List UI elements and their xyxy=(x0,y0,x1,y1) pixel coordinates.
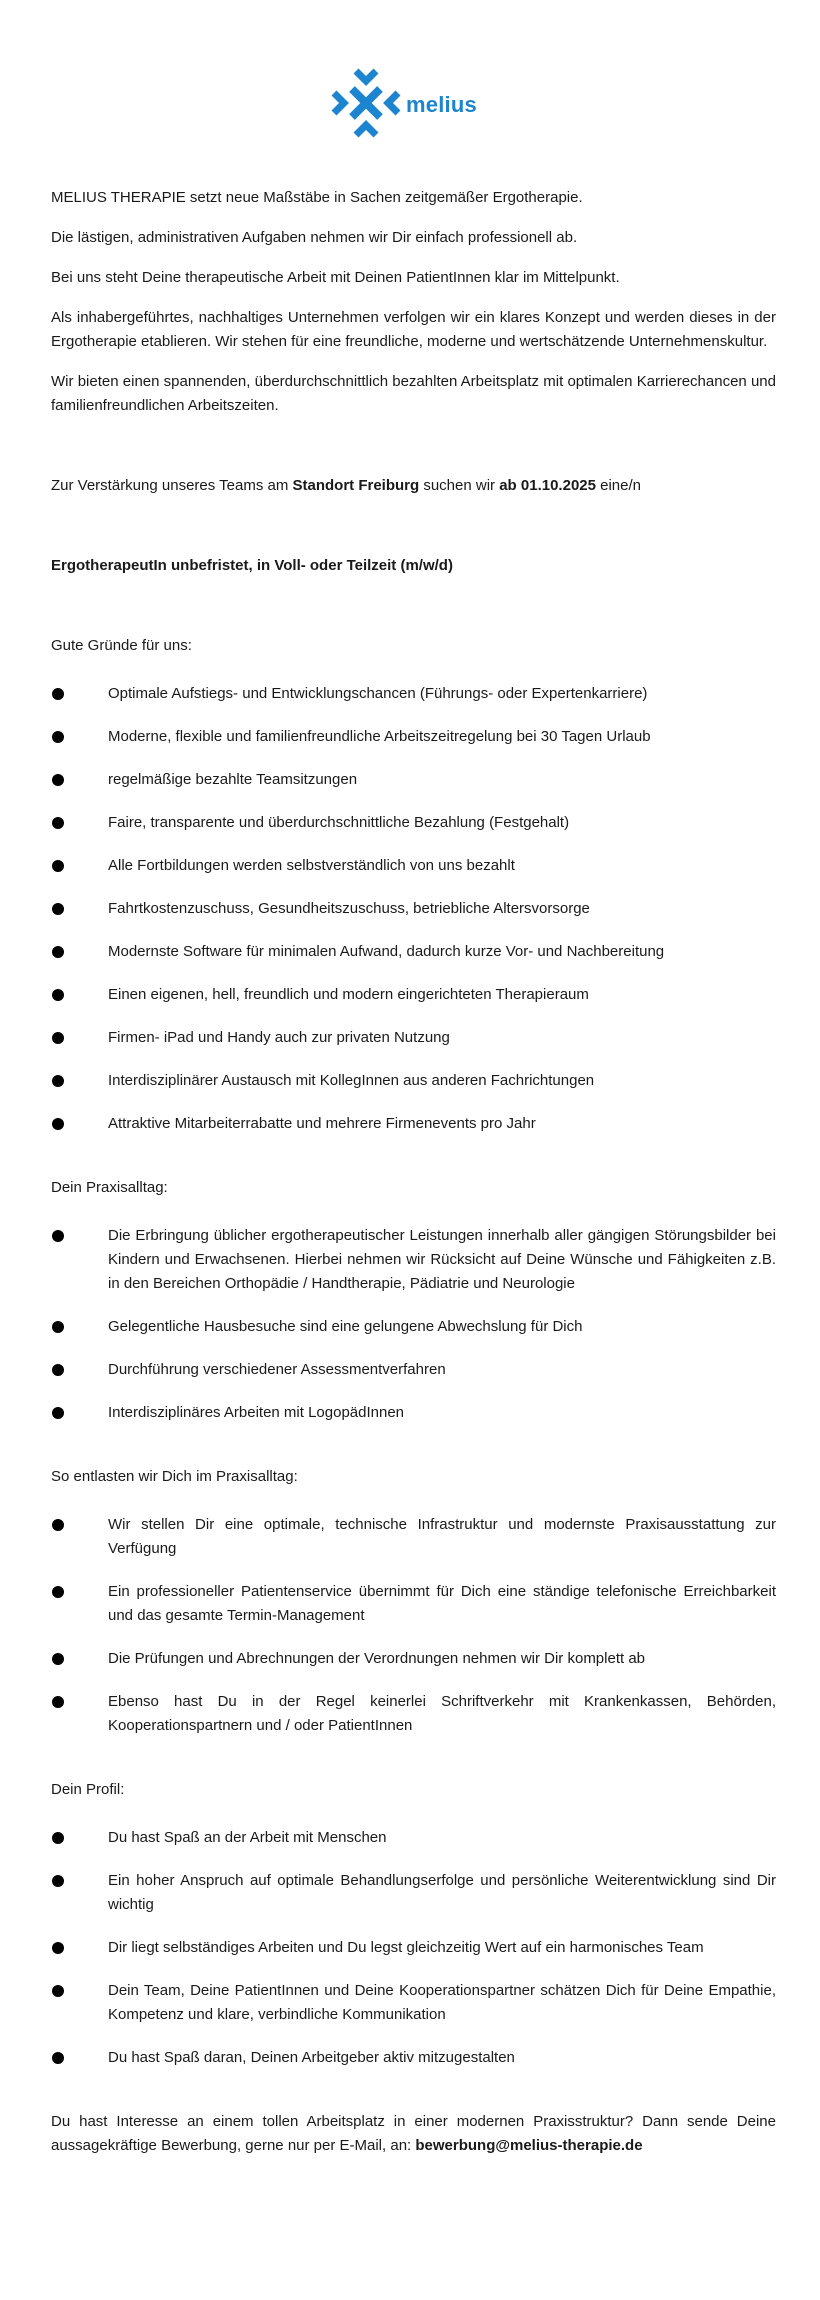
melius-x-icon xyxy=(330,67,402,139)
list-item: Wir stellen Dir eine optimale, technische Infrastruktur und modernste Praxisausstattung zur Verfügung xyxy=(51,1513,776,1561)
list-item: Faire, transparente und überdurchschnittliche Bezahlung (Festgehalt) xyxy=(51,811,776,835)
list-item: Einen eigenen, hell, freundlich und modern eingerichteten Therapieraum xyxy=(51,983,776,1007)
list-item: Interdisziplinärer Austausch mit KollegInnen aus anderen Fachrichtungen xyxy=(51,1069,776,1093)
list-item: Alle Fortbildungen werden selbstverständlich von uns bezahlt xyxy=(51,854,776,878)
daily-list xyxy=(51,1224,776,1425)
reasons-list xyxy=(51,682,776,1136)
list-item: Gelegentliche Hausbesuche sind eine gelungene Abwechslung für Dich xyxy=(51,1315,776,1339)
profile-list xyxy=(51,1826,776,2070)
logo-wordmark: melius xyxy=(406,91,477,117)
intro-paragraph: Als inhabergeführtes, nachhaltiges Unternehmen verfolgen wir ein klares Konzept und werden dieses in der Ergotherapie etablieren. Wir stehen für eine freundliche, moderne und wertschätzende Unternehmenskultur. xyxy=(51,309,776,350)
list-item: Optimale Aufstiegs- und Entwicklungschancen (Führungs- oder Expertenkarriere) xyxy=(51,682,776,706)
list-item: Modernste Software für minimalen Aufwand, dadurch kurze Vor- und Nachbereitung xyxy=(51,940,776,964)
list-item: Durchführung verschiedener Assessmentverfahren xyxy=(51,1358,776,1382)
intro-paragraph: Bei uns steht Deine therapeutische Arbeit mit Deinen PatientInnen klar im Mittelpunkt. xyxy=(51,269,620,286)
relief-list xyxy=(51,1513,776,1738)
list-item: Die Prüfungen und Abrechnungen der Verordnungen nehmen wir Dir komplett ab xyxy=(51,1647,776,1671)
list-item: Die Erbringung üblicher ergotherapeutischer Leistungen innerhalb aller gängigen Störungsbilder bei Kindern und Erwachsenen. Hierbei nehmen wir Rücksicht auf Deine Wünsche und Fähigkeiten z.B. in den Bereichen Orthopädie / Handtherapie, Pädiatrie und Neurologie xyxy=(51,1224,776,1296)
application-email[interactable]: bewerbung@melius-therapie.de xyxy=(415,2137,643,2154)
search-sentence xyxy=(51,474,776,498)
list-item: regelmäßige bezahlte Teamsitzungen xyxy=(51,768,776,792)
intro-paragraph: Die lästigen, administrativen Aufgaben nehmen wir Dir einfach professionell ab. xyxy=(51,229,578,246)
intro-section xyxy=(51,186,776,418)
list-item: Ebenso hast Du in der Regel keinerlei Schriftverkehr mit Krankenkassen, Behörden, Kooperationspartnern und / oder PatientInnen xyxy=(51,1690,776,1738)
list-item: Du hast Spaß an der Arbeit mit Menschen xyxy=(51,1826,776,1850)
list-item: Firmen- iPad und Handy auch zur privaten Nutzung xyxy=(51,1026,776,1050)
search-middle: suchen wir xyxy=(419,477,500,494)
search-suffix: eine/n xyxy=(595,477,642,494)
list-item: Fahrtkostenzuschuss, Gesundheitszuschuss, betriebliche Altersvorsorge xyxy=(51,897,776,921)
profile-heading: Dein Profil: xyxy=(51,1781,125,1798)
list-item: Dein Team, Deine PatientInnen und Deine Kooperationspartner schätzen Dich für Deine Empathie, Kompetenz und klare, verbindliche Kommunikation xyxy=(51,1979,776,2027)
intro-paragraph: MELIUS THERAPIE setzt neue Maßstäbe in Sachen zeitgemäßer Ergotherapie. xyxy=(51,189,583,206)
closing-text: Du hast Interesse an einem tollen Arbeitsplatz in einer modernen Praxisstruktur? Dann sende Deine aussagekräftige Bewerbung, gerne nur per E-Mail, an: xyxy=(51,2113,776,2154)
list-item: Ein professioneller Patientenservice übernimmt für Dich eine ständige telefonische Erreichbarkeit und das gesamte Termin-Management xyxy=(51,1580,776,1628)
list-item: Attraktive Mitarbeiterrabatte und mehrere Firmenevents pro Jahr xyxy=(51,1112,776,1136)
intro-paragraph: Wir bieten einen spannenden, überdurchschnittlich bezahlten Arbeitsplatz mit optimalen Karrierechancen und familienfreundlichen Arbeitszeiten. xyxy=(51,373,776,414)
melius-logo xyxy=(330,65,490,141)
search-prefix: Zur Verstärkung unseres Teams am xyxy=(51,477,293,494)
location-text: Standort Freiburg xyxy=(292,477,420,494)
reasons-heading: Gute Gründe für uns: xyxy=(51,637,192,654)
job-title: ErgotherapeutIn unbefristet, in Voll- oder Teilzeit (m/w/d) xyxy=(51,557,453,574)
relief-heading: So entlasten wir Dich im Praxisalltag: xyxy=(51,1468,298,1485)
start-date-text: ab 01.10.2025 xyxy=(499,477,596,494)
daily-heading: Dein Praxisalltag: xyxy=(51,1179,168,1196)
list-item: Moderne, flexible und familienfreundliche Arbeitszeitregelung bei 30 Tagen Urlaub xyxy=(51,725,776,749)
posting-body xyxy=(51,186,776,2158)
list-item: Dir liegt selbständiges Arbeiten und Du legst gleichzeitig Wert auf ein harmonisches Team xyxy=(51,1936,776,1960)
list-item: Interdisziplinäres Arbeiten mit LogopädInnen xyxy=(51,1401,776,1425)
closing-paragraph xyxy=(51,2110,776,2158)
list-item: Du hast Spaß daran, Deinen Arbeitgeber aktiv mitzugestalten xyxy=(51,2046,776,2070)
list-item: Ein hoher Anspruch auf optimale Behandlungserfolge und persönliche Weiterentwicklung sind Dir wichtig xyxy=(51,1869,776,1917)
